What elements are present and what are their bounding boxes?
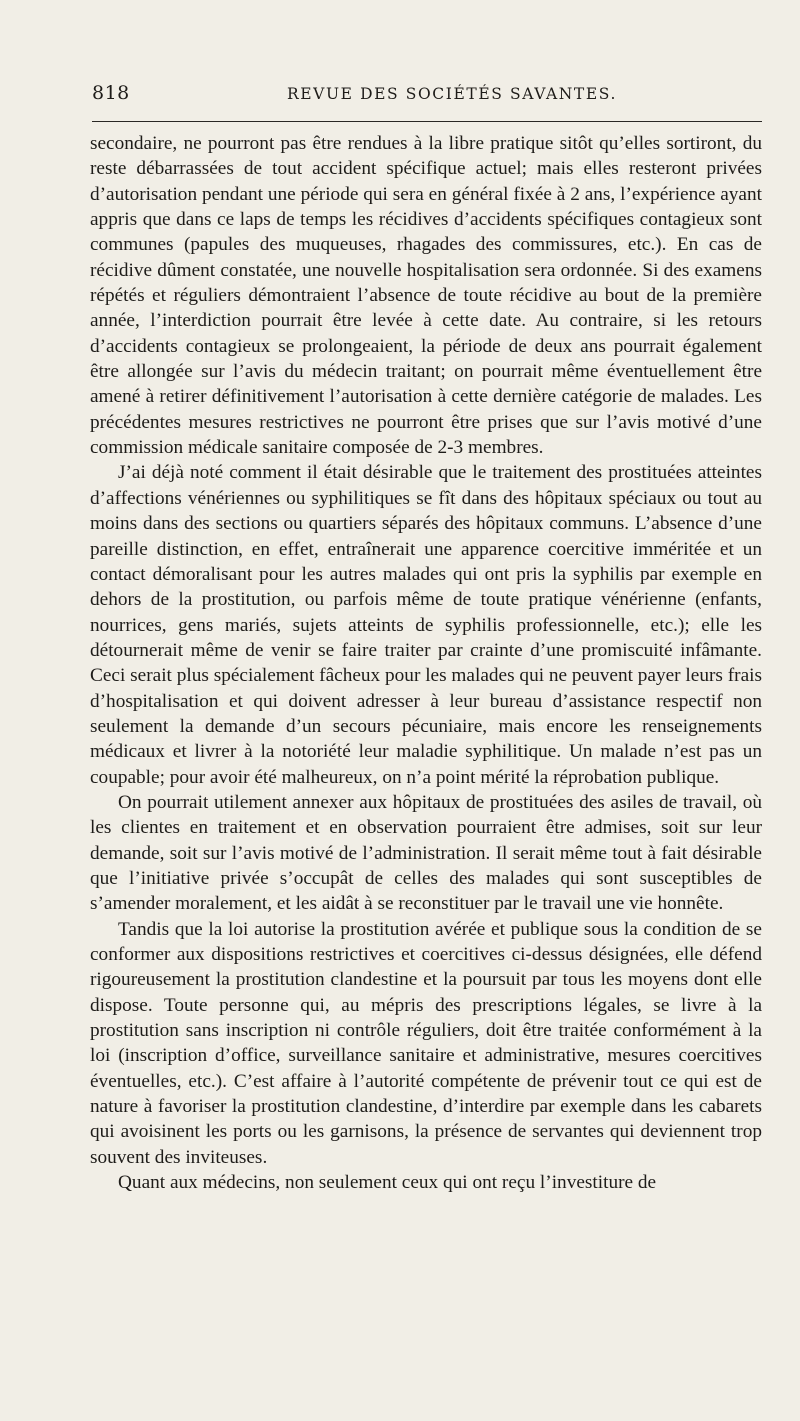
body-text [90, 131, 762, 1195]
page-number: 818 [92, 82, 130, 104]
paragraph: J’ai déjà noté comment il était désirable que le traitement des prostituées atteintes d’affections vénériennes ou syphilitiques se fît dans des hôpitaux spéciaux ou tout au moins dans des sections ou quartiers séparés des hôpitaux communs. L’absence d’une pareille distinction, en effet, entraînerait une apparence coercitive imméritée et un contact démoralisant pour les autres malades qui ont pris la syphilis par exemple en dehors de la prostitution, ou parfois même de toute pratique vénérienne (enfants, nourrices, gens mariés, sujets atteints de syphilis professionnelle, etc.); elle les détournerait même de venir se faire traiter par crainte d’une promiscuité infâmante. Ceci serait plus spécialement fâcheux pour les malades qui ne peuvent payer leurs frais d’hospitalisation et qui doivent adresser à leur bureau d’assistance respectif non seulement la demande d’un secours pécuniaire, mais encore les renseignements médicaux et livrer à la notoriété leur maladie syphilitique. Un malade n’est pas un coupable; pour avoir été malheureux, on n’a point mérité la réprobation publique. [90, 462, 762, 788]
page-header [90, 82, 760, 108]
paragraph: On pourrait utilement annexer aux hôpitaux de prostituées des asiles de travail, où les clientes en traitement et en observation pourraient être admises, soit sur leur demande, soit sur l’avis motivé de l’administration. Il serait même tout à fait désirable que l’initiative privée s’occupât de celles des malades qui sont susceptibles de s’amender moralement, et les aidât à se reconstituer par le travail une vie honnête. [90, 791, 762, 915]
running-title: REVUE DES SOCIÉTÉS SAVANTES. [287, 85, 617, 103]
paragraph: Quant aux médecins, non seulement ceux qui ont reçu l’investiture de [118, 1172, 657, 1194]
header-rule [92, 121, 762, 122]
paragraph-continued: secondaire, ne pourront pas être rendues à la libre pratique sitôt qu’elles sortiront, du reste débarrassées de tout accident spécifique actuel; mais elles resteront privées d’autorisation pendant une période qui sera en général fixée à 2 ans, l’expérience ayant appris que dans ce laps de temps les récidives d’accidents spécifiques contagieux sont communes (papules des muqueuses, rhagades des commissures, etc.). En cas de récidive dûment constatée, une nouvelle hospitalisation sera ordonnée. Si des examens répétés et réguliers démontraient l’absence de toute récidive au bout de la première année, l’interdiction pourrait être levée à cette date. Au contraire, si les retours d’accidents contagieux se prolongeaient, la période de deux ans pourrait également être allongée sur l’avis du médecin traitant; on pourrait même éventuellement être amené à retirer définitivement l’autorisation à cette dernière catégorie de malades. Les précédentes mesures restrictives ne pourront être prises que sur l’avis motivé d’une commission médicale sanitaire composée de 2-3 membres. [90, 133, 762, 459]
paragraph: Tandis que la loi autorise la prostitution avérée et publique sous la condition de se conformer aux dispositions restrictives et coercitives ci-dessus désignées, elle défend rigoureusement la prostitution clandestine et la poursuit par tous les moyens dont elle dispose. Toute personne qui, au mépris des prescriptions légales, se livre à la prostitution sans inscription ni contrôle réguliers, doit être traitée conformément à la loi (inscription d’office, surveillance sanitaire et administrative, mesures coercitives éventuelles, etc.). C’est affaire à l’autorité compétente de prévenir tout ce qui est de nature à favoriser la prostitution clandestine, d’interdire par exemple dans les cabarets qui avoisinent les ports ou les garnisons, la présence de servantes qui deviennent trop souvent des inviteuses. [90, 918, 762, 1168]
